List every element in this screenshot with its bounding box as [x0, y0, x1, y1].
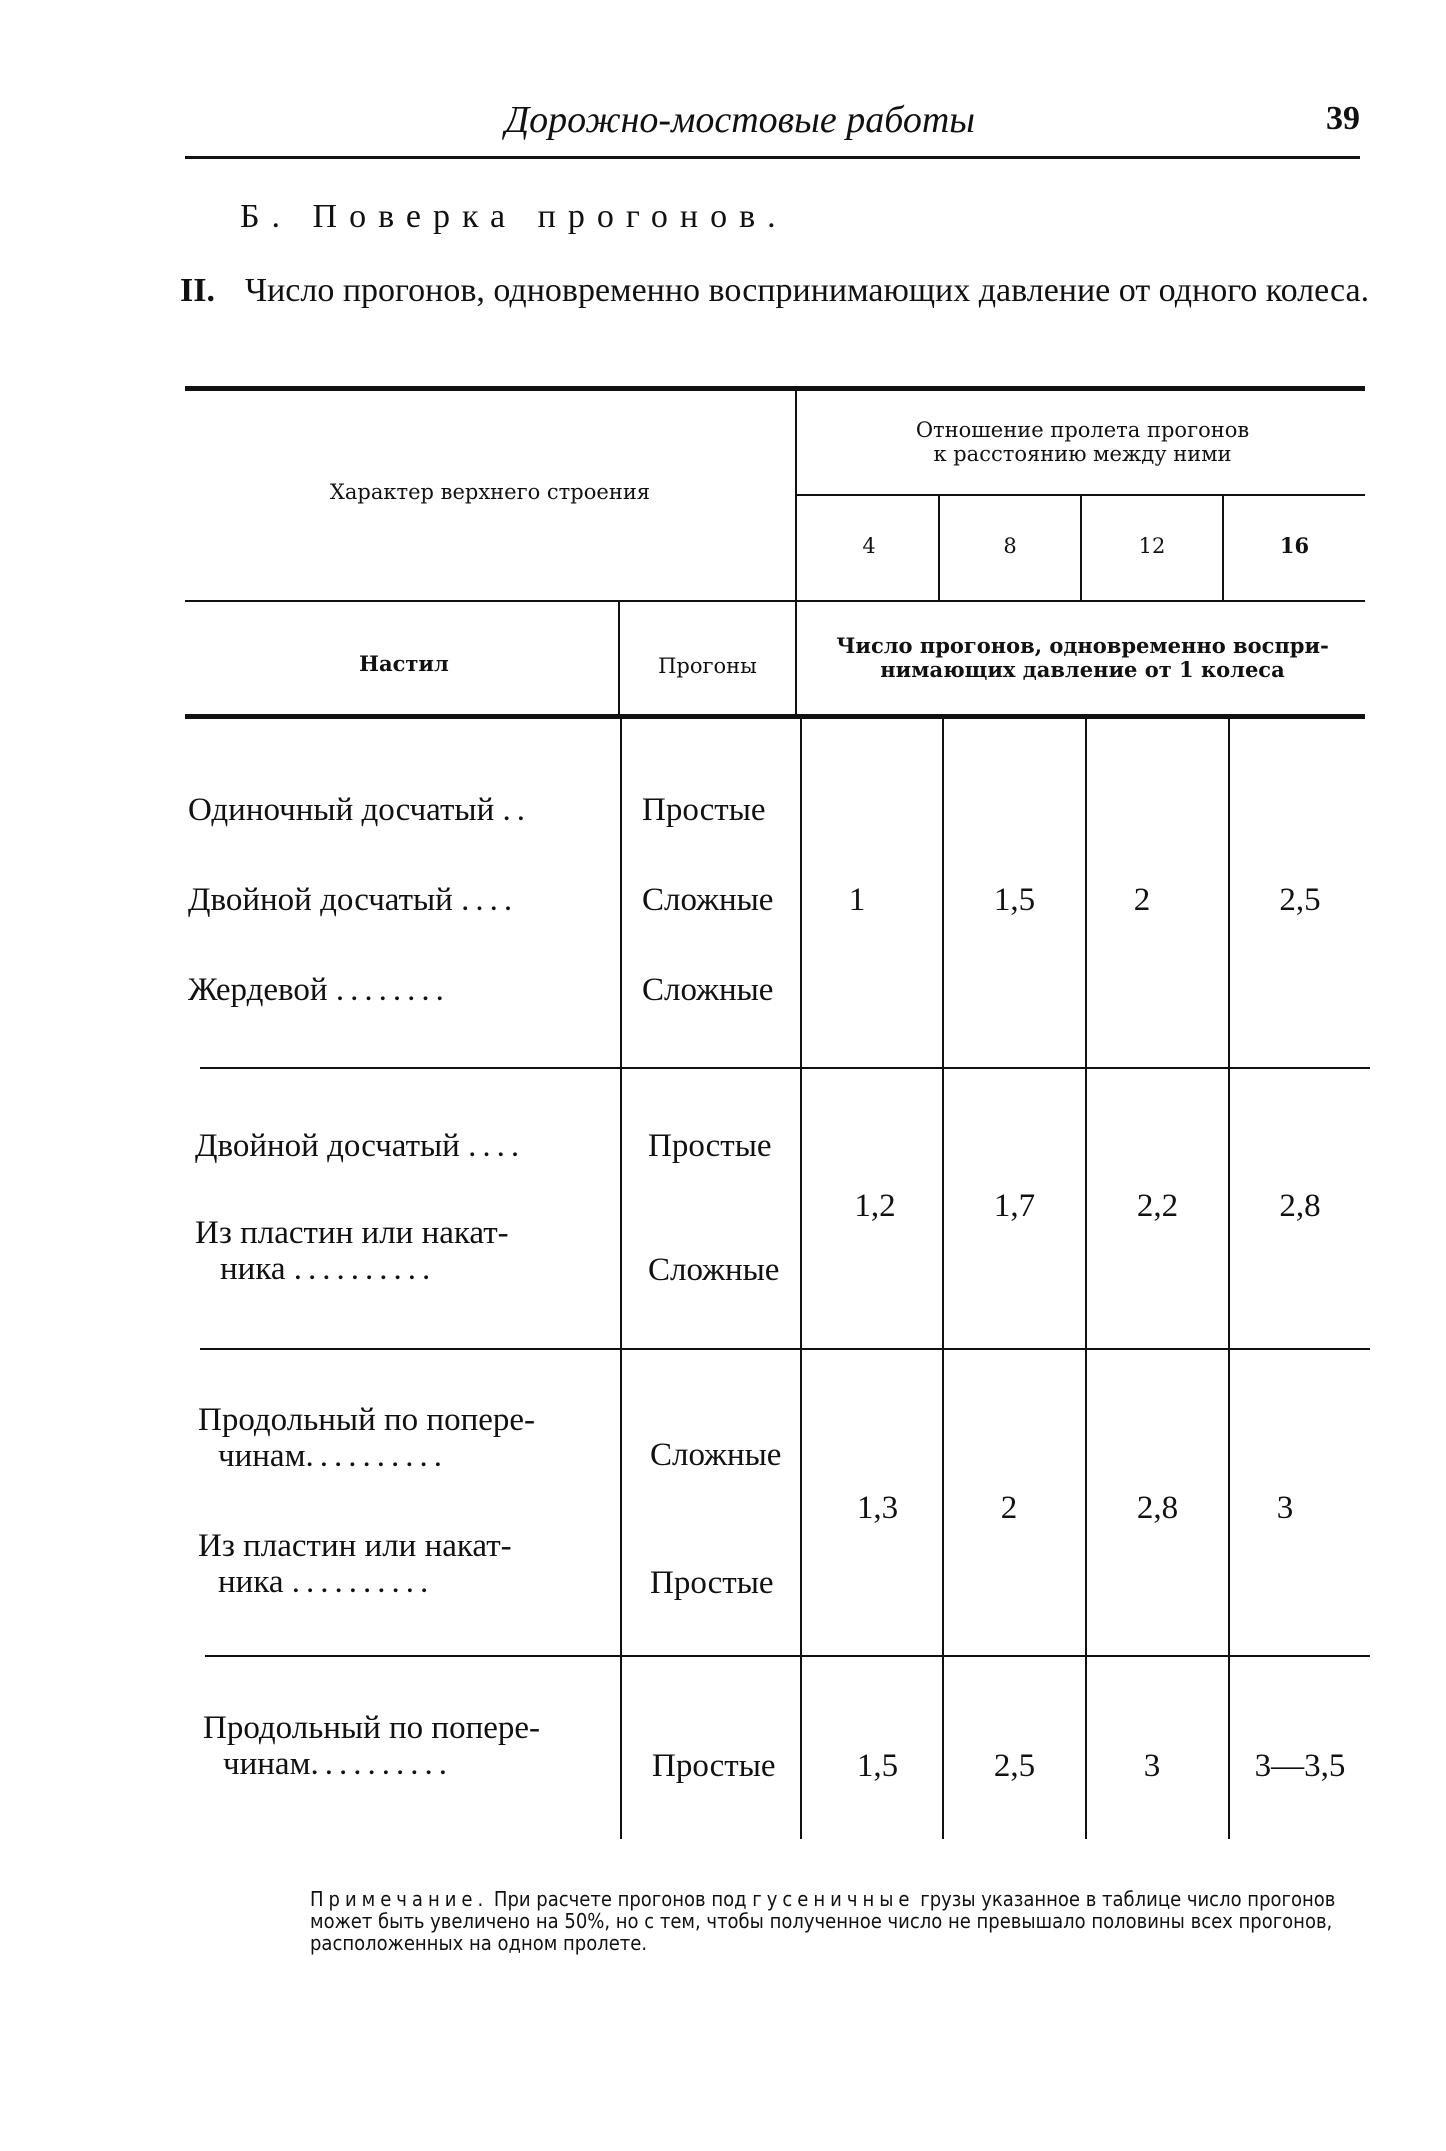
header-title: Дорожно-мостовые работы — [505, 99, 976, 141]
section-title: Б. Поверка прогонов. — [240, 198, 788, 235]
note-emphasis: гусеничные — [752, 1887, 915, 1911]
body-vline-deck — [620, 719, 622, 1839]
purlins-cell: Сложные — [650, 1437, 782, 1473]
page-number: 39 — [1326, 100, 1360, 137]
purlins-cell: Простые — [642, 792, 766, 828]
col-deck-header: Настил — [359, 651, 449, 676]
header-mid-rule — [185, 600, 1365, 602]
table-note — [310, 1888, 1380, 1954]
ratio-8: 8 — [1003, 534, 1017, 558]
ratio-16: 16 — [1279, 533, 1310, 558]
purlins-cell: Сложные — [642, 972, 774, 1008]
ratio-4: 4 — [862, 534, 876, 558]
structure-label: Характер верхнего строения — [329, 480, 651, 504]
group-rule-1 — [200, 1067, 1370, 1069]
value-cell: 2 — [1000, 1490, 1018, 1526]
table-top-rule — [185, 386, 1365, 391]
ratio-12: 12 — [1138, 534, 1166, 558]
deck-cell: Двойной досчатый .... — [188, 882, 519, 918]
value-cell: 2 — [1133, 882, 1151, 918]
value-cell: 1,2 — [854, 1188, 896, 1224]
note-text-part2: грузы указанное в таблице число прогонов может быть увеличено на 50%, но с тем, чтобы полученное число не превышало половины всех прогонов, расположенных на одном пролете. — [310, 1887, 1336, 1955]
purlins-cell: Сложные — [642, 882, 774, 918]
value-cell: 3 — [1276, 1490, 1294, 1526]
running-header — [185, 98, 1360, 159]
value-cell: 3 — [1143, 1748, 1161, 1784]
value-cell: 2,5 — [1279, 882, 1321, 918]
value-cell: 2,8 — [1136, 1490, 1179, 1526]
value-cell: 1 — [848, 882, 866, 918]
group-rule-3 — [205, 1655, 1370, 1657]
deck-cell: Из пластин или накат- ника .......... — [195, 1215, 509, 1287]
value-cell: 1,7 — [993, 1188, 1036, 1224]
note-text-part1: При расчете прогонов под — [493, 1887, 747, 1911]
col-purlins-header: Прогоны — [658, 654, 757, 678]
group-rule-2 — [200, 1348, 1370, 1350]
header-vline-main — [795, 391, 797, 714]
ratio-label-line1: Отношение пролета прогонов — [915, 418, 1250, 442]
purlins-cell: Простые — [648, 1128, 772, 1164]
header-bottom-rule — [185, 714, 1365, 719]
value-cell: 2,5 — [993, 1748, 1036, 1784]
value-cell: 3—3,5 — [1254, 1748, 1346, 1784]
deck-cell: Продольный по попере- чинам.......... — [203, 1710, 541, 1782]
ratio-label-line2: к расстоянию между ними — [933, 442, 1232, 466]
subsection-heading — [180, 272, 1370, 310]
value-cell: 2,2 — [1136, 1188, 1179, 1224]
deck-cell: Продольный по попере- чинам.......... — [198, 1402, 536, 1474]
note-label: Примечание. — [310, 1887, 489, 1911]
subsection-number: II. — [180, 272, 215, 309]
deck-cell: Одиночный досчатый .. — [188, 792, 531, 828]
count-label-line2: нимающих давление от 1 колеса — [880, 657, 1285, 682]
purlins-cell: Простые — [650, 1565, 774, 1601]
deck-cell: Из пластин или накат- ника .......... — [198, 1528, 512, 1600]
value-cell: 2,8 — [1279, 1188, 1321, 1224]
purlins-cell: Сложные — [648, 1252, 780, 1288]
subsection-text: Число прогонов, одновременно воспринимающих давление от одного колеса. — [245, 272, 1370, 309]
count-label — [800, 634, 1365, 682]
value-cell: 1,5 — [993, 882, 1036, 918]
deck-cell: Жердевой ........ — [188, 972, 450, 1008]
deck-cell: Двойной досчатый .... — [195, 1128, 526, 1164]
ratio-label — [800, 418, 1365, 466]
purlins-cell: Простые — [652, 1748, 776, 1784]
value-cell: 1,5 — [856, 1748, 899, 1784]
count-label-line1: Число прогонов, одновременно воспри- — [836, 633, 1329, 658]
value-cell: 1,3 — [856, 1490, 899, 1526]
